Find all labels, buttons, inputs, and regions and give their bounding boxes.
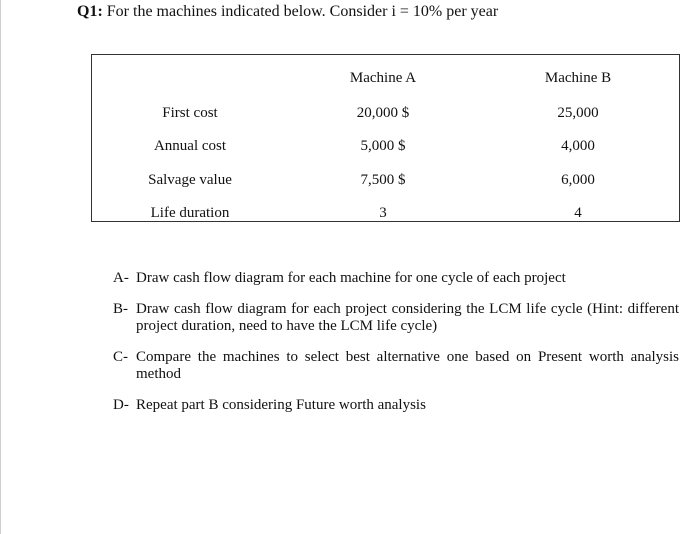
task-letter: A- (113, 270, 129, 286)
row-label-salvage-value: Salvage value (148, 172, 232, 188)
question-number: Q1: (77, 3, 103, 20)
task-letter: D- (113, 397, 129, 413)
machines-table (91, 54, 680, 222)
annual-cost-machine-a: 5,000 $ (360, 138, 406, 154)
task-letter: C- (113, 349, 128, 365)
task-list (113, 270, 679, 428)
header-machine-a: Machine A (349, 70, 417, 86)
task-item-a (113, 270, 679, 287)
page-left-edge (0, 0, 1, 534)
life-duration-machine-a: 3 (379, 205, 387, 221)
header-machine-b: Machine B (544, 70, 612, 86)
life-duration-machine-b: 4 (574, 205, 582, 221)
question-heading (77, 3, 498, 21)
task-text: Draw cash flow diagram for each project considering the LCM life cycle (Hint: different project duration, need to have the LCM life cycle) (136, 301, 679, 334)
first-cost-machine-a: 20,000 $ (356, 105, 410, 121)
task-item-b (113, 301, 679, 335)
question-text: For the machines indicated below. Consider i = 10% per year (106, 3, 499, 20)
task-item-d (113, 397, 679, 414)
task-letter: B- (113, 301, 128, 317)
first-cost-machine-b: 25,000 (557, 105, 599, 121)
salvage-value-machine-a: 7,500 $ (360, 172, 406, 188)
annual-cost-machine-b: 4,000 (561, 138, 595, 154)
row-label-annual-cost: Annual cost (153, 138, 227, 154)
task-text: Draw cash flow diagram for each machine for one cycle of each project (136, 270, 566, 286)
row-label-life-duration: Life duration (150, 205, 230, 221)
row-label-first-cost: First cost (162, 105, 218, 121)
task-text: Repeat part B considering Future worth analysis (136, 397, 426, 413)
salvage-value-machine-b: 6,000 (561, 172, 595, 188)
task-text: Compare the machines to select best alternative one based on Present worth analysis method (136, 349, 679, 382)
task-item-c (113, 349, 679, 383)
